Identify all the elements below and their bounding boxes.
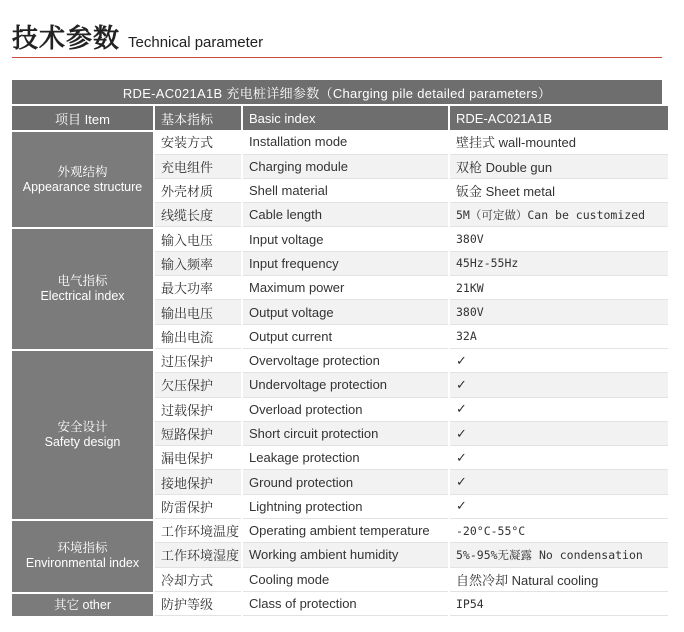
param-name-cn: 防雷保护 — [155, 495, 241, 519]
category-cell — [12, 227, 153, 348]
param-value: ✓ — [450, 495, 668, 519]
header-divider — [12, 57, 662, 58]
param-name-cn: 漏电保护 — [155, 446, 241, 470]
param-name-cn: 欠压保护 — [155, 373, 241, 397]
param-name-en: Ground protection — [243, 470, 448, 494]
column-header-basic-en: Basic index — [243, 106, 448, 130]
param-value: 自然冷却 Natural cooling — [450, 568, 668, 592]
parameter-table — [12, 80, 662, 616]
category-label-cn: 其它 other — [54, 597, 111, 612]
category-label-en: Electrical index — [40, 289, 125, 304]
param-name-en: Undervoltage protection — [243, 373, 448, 397]
param-name-en: Working ambient humidity — [243, 543, 448, 567]
param-value: 壁挂式 wall-mounted — [450, 130, 668, 154]
param-name-cn: 过压保护 — [155, 349, 241, 373]
category-cell — [12, 349, 153, 519]
category-label-cn: 安全设计 — [57, 420, 108, 434]
param-value: 5M（可定做）Can be customized — [450, 203, 668, 227]
param-name-en: Leakage protection — [243, 446, 448, 470]
category-label-en: Safety design — [44, 435, 121, 449]
param-value: 32A — [450, 325, 668, 349]
param-name-cn: 短路保护 — [155, 422, 241, 446]
param-name-en: Maximum power — [243, 276, 448, 300]
param-name-cn: 冷却方式 — [155, 568, 241, 592]
param-name-en: Short circuit protection — [243, 422, 448, 446]
table-caption: RDE-AC021A1B 充电桩详细参数（Charging pile detailed parameters） — [12, 80, 662, 104]
param-name-en: Installation mode — [243, 130, 448, 154]
param-name-cn: 接地保护 — [155, 470, 241, 494]
category-cell — [12, 519, 153, 592]
param-name-en: Charging module — [243, 155, 448, 179]
param-name-en: Class of protection — [243, 592, 448, 616]
column-header-model: RDE-AC021A1B — [450, 106, 668, 130]
param-name-en: Shell material — [243, 179, 448, 203]
param-name-cn: 安装方式 — [155, 130, 241, 154]
parameter-grid — [12, 106, 662, 616]
page-subtitle: Technical parameter — [128, 34, 264, 51]
param-name-cn: 线缆长度 — [155, 203, 241, 227]
param-value: ✓ — [450, 349, 668, 373]
param-value: ✓ — [450, 446, 668, 470]
param-name-en: Cable length — [243, 203, 448, 227]
param-name-en: Output current — [243, 325, 448, 349]
param-value: 45Hz-55Hz — [450, 252, 668, 276]
param-name-cn: 工作环境温度 — [155, 519, 241, 543]
param-name-en: Overload protection — [243, 398, 448, 422]
param-value: ✓ — [450, 470, 668, 494]
param-name-cn: 充电组件 — [155, 155, 241, 179]
category-label-cn: 环境指标 — [57, 541, 108, 556]
category-label-cn: 电气指标 — [57, 274, 108, 289]
param-name-cn: 外壳材质 — [155, 179, 241, 203]
param-name-cn: 防护等级 — [155, 592, 241, 616]
param-value: ✓ — [450, 398, 668, 422]
param-name-en: Input voltage — [243, 227, 448, 251]
column-header-basic-cn: 基本指标 — [155, 106, 241, 130]
param-name-cn: 输出电压 — [155, 300, 241, 324]
param-name-cn: 输入频率 — [155, 252, 241, 276]
param-name-cn: 过载保护 — [155, 398, 241, 422]
param-name-cn: 工作环境湿度 — [155, 543, 241, 567]
param-name-en: Input frequency — [243, 252, 448, 276]
category-cell — [12, 592, 153, 616]
page-title: 技术参数 — [12, 23, 121, 53]
category-label-en: Appearance structure — [22, 179, 143, 194]
param-value: 双枪 Double gun — [450, 155, 668, 179]
param-name-en: Lightning protection — [243, 495, 448, 519]
category-label-cn: 外观结构 — [57, 164, 108, 179]
param-name-cn: 输入电压 — [155, 227, 241, 251]
param-value: 380V — [450, 300, 668, 324]
param-value: -20°C-55°C — [450, 519, 668, 543]
column-header-item: 项目 Item — [12, 106, 153, 130]
param-value: 380V — [450, 227, 668, 251]
param-value: 钣金 Sheet metal — [450, 179, 668, 203]
page-header — [12, 18, 263, 54]
category-label-en: Environmental index — [25, 556, 140, 571]
param-value: 5%-95%无凝露 No condensation — [450, 543, 668, 567]
param-name-en: Overvoltage protection — [243, 349, 448, 373]
param-name-en: Cooling mode — [243, 568, 448, 592]
param-name-en: Output voltage — [243, 300, 448, 324]
param-value: IP54 — [450, 592, 668, 616]
param-value: 21KW — [450, 276, 668, 300]
param-value: ✓ — [450, 373, 668, 397]
param-name-en: Operating ambient temperature — [243, 519, 448, 543]
param-value: ✓ — [450, 422, 668, 446]
param-name-cn: 输出电流 — [155, 325, 241, 349]
param-name-cn: 最大功率 — [155, 276, 241, 300]
category-cell — [12, 130, 153, 227]
